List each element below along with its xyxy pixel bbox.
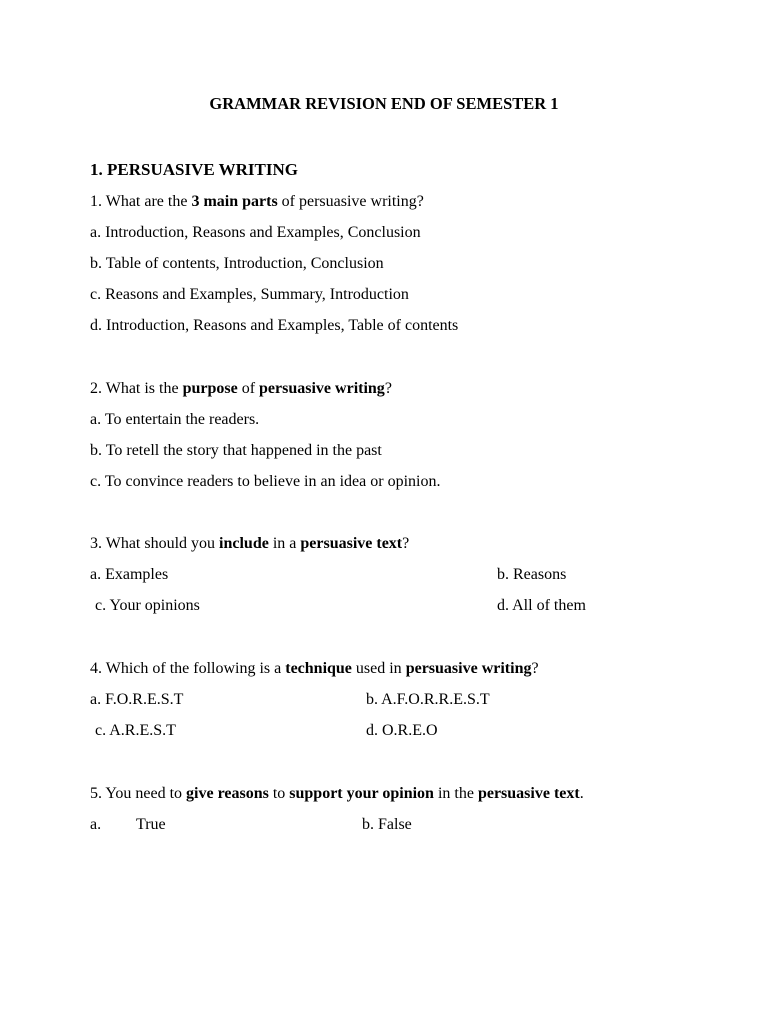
question-text: ? [402, 535, 410, 552]
question-emphasis: persuasive text [477, 785, 580, 802]
option-4c: c. A.R.E.S.T [95, 722, 176, 739]
question-emphasis: persuasive text [300, 535, 403, 552]
question-emphasis: technique [285, 660, 352, 677]
question-emphasis: support your opinion [289, 785, 434, 802]
option-3a: a. Examples [90, 566, 169, 583]
question-text: ? [384, 380, 392, 397]
question-text: 1. What are the [90, 193, 192, 210]
question-5 [90, 784, 584, 804]
question-text: of persuasive writing? [277, 193, 424, 210]
option-4a: a. F.O.R.E.S.T [90, 691, 184, 708]
option-5a-marker: a. [90, 816, 102, 833]
question-4 [90, 659, 539, 679]
option-2c: c. To convince readers to believe in an idea or opinion. [90, 473, 441, 490]
question-text: in the [433, 785, 478, 802]
question-3 [90, 534, 409, 554]
question-text: to [268, 785, 290, 802]
question-text: 3. What should you [90, 535, 220, 552]
option-2b: b. To retell the story that happened in the past [90, 442, 382, 459]
option-4b: b. A.F.O.R.R.E.S.T [366, 691, 490, 708]
option-3d: d. All of them [497, 597, 586, 614]
question-emphasis: persuasive writing [259, 380, 385, 397]
question-text: ? [531, 660, 539, 677]
question-emphasis: include [219, 535, 269, 552]
question-text: . [579, 785, 584, 802]
option-1b: b. Table of contents, Introduction, Conclusion [90, 255, 384, 272]
question-text: 2. What is the [90, 380, 183, 397]
option-1c: c. Reasons and Examples, Summary, Introduction [90, 286, 409, 303]
section-heading: 1. PERSUASIVE WRITING [90, 160, 298, 179]
question-emphasis: purpose [182, 380, 238, 397]
option-3b: b. Reasons [497, 566, 567, 583]
question-emphasis: persuasive writing [405, 660, 532, 677]
question-text: of [237, 380, 260, 397]
question-text: in a [268, 535, 301, 552]
option-3c: c. Your opinions [95, 597, 200, 614]
question-2 [90, 379, 392, 399]
option-1d: d. Introduction, Reasons and Examples, Table of contents [90, 317, 459, 334]
question-text: 4. Which of the following is a [90, 660, 286, 677]
option-2a: a. To entertain the readers. [90, 411, 260, 428]
question-text: 5. You need to [90, 785, 187, 802]
option-1a: a. Introduction, Reasons and Examples, Conclusion [90, 224, 421, 241]
question-emphasis: 3 main parts [191, 193, 278, 210]
worksheet-title: GRAMMAR REVISION END OF SEMESTER 1 [209, 94, 559, 113]
question-1 [90, 192, 424, 212]
option-5b: b. False [362, 816, 412, 833]
question-text: used in [351, 660, 406, 677]
option-4d: d. O.R.E.O [366, 722, 438, 739]
question-emphasis: give reasons [186, 785, 269, 802]
option-5a-text: True [136, 816, 166, 833]
